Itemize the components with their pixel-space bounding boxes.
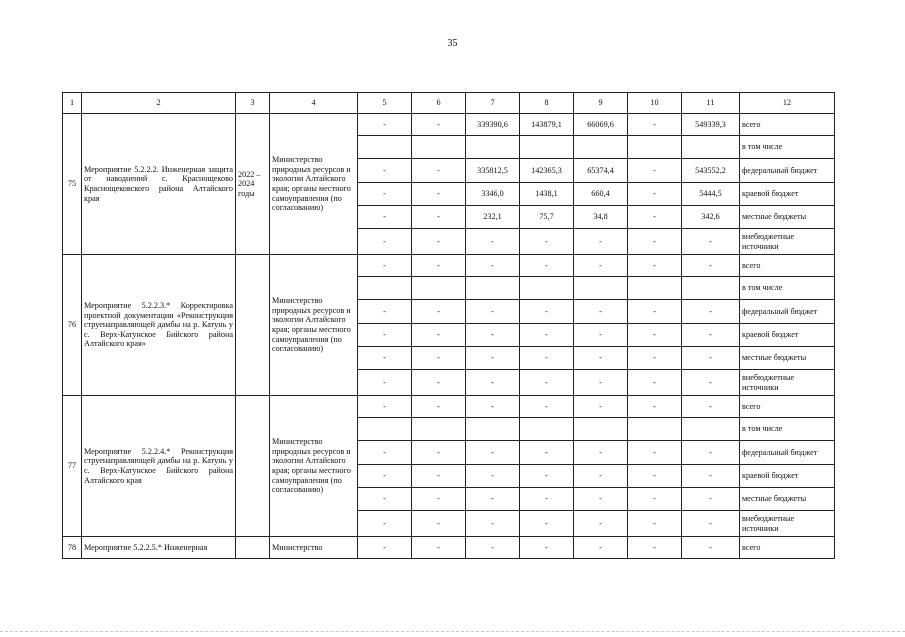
- measure-period: [236, 396, 270, 537]
- amount-cell: -: [682, 511, 740, 537]
- amount-cell: -: [628, 370, 682, 396]
- amount-cell: -: [412, 441, 466, 465]
- amount-cell: 232,1: [466, 206, 520, 229]
- amount-cell: [520, 277, 574, 300]
- page-bottom-edge: [0, 631, 905, 633]
- funding-source: всего: [740, 255, 835, 277]
- amount-cell: [412, 136, 466, 159]
- amount-cell: -: [466, 488, 520, 511]
- amount-cell: -: [682, 300, 740, 324]
- amount-cell: -: [412, 511, 466, 537]
- funding-source: местные бюджеты: [740, 347, 835, 370]
- measure-number: 78: [63, 537, 82, 559]
- measure-row: [63, 396, 835, 418]
- funding-source: краевой бюджет: [740, 465, 835, 488]
- funding-source: краевой бюджет: [740, 324, 835, 347]
- amount-cell: -: [682, 370, 740, 396]
- amount-cell: -: [412, 537, 466, 559]
- column-header: 3: [236, 93, 270, 114]
- amount-cell: -: [628, 229, 682, 255]
- amount-cell: -: [358, 511, 412, 537]
- amount-cell: [628, 418, 682, 441]
- amount-cell: -: [466, 537, 520, 559]
- amount-cell: 543552,2: [682, 159, 740, 183]
- amount-cell: -: [682, 465, 740, 488]
- amount-cell: -: [466, 370, 520, 396]
- amount-cell: 335812,5: [466, 159, 520, 183]
- amount-cell: -: [628, 347, 682, 370]
- amount-cell: [682, 277, 740, 300]
- column-header: 9: [574, 93, 628, 114]
- amount-cell: [682, 418, 740, 441]
- amount-cell: -: [412, 347, 466, 370]
- amount-cell: -: [520, 255, 574, 277]
- amount-cell: -: [358, 370, 412, 396]
- amount-cell: -: [628, 324, 682, 347]
- amount-cell: -: [412, 159, 466, 183]
- measure-description: Мероприятие 5.2.2.4.* Реконструкция струенаправляющей дамбы на р. Катунь у с. Верх-Катунское Бийского района Алтайского края: [82, 396, 236, 537]
- amount-cell: -: [412, 396, 466, 418]
- amount-cell: -: [628, 465, 682, 488]
- amount-cell: [628, 277, 682, 300]
- amount-cell: -: [466, 441, 520, 465]
- amount-cell: -: [412, 465, 466, 488]
- amount-cell: -: [358, 206, 412, 229]
- amount-cell: -: [358, 159, 412, 183]
- funding-source: в том числе: [740, 277, 835, 300]
- amount-cell: -: [574, 511, 628, 537]
- amount-cell: -: [466, 511, 520, 537]
- amount-cell: 143879,1: [520, 114, 574, 136]
- amount-cell: -: [520, 441, 574, 465]
- measure-period: [236, 537, 270, 559]
- header-row: [63, 93, 835, 114]
- amount-cell: -: [574, 465, 628, 488]
- amount-cell: [466, 418, 520, 441]
- amount-cell: 5444,5: [682, 183, 740, 206]
- amount-cell: -: [412, 183, 466, 206]
- amount-cell: -: [628, 441, 682, 465]
- amount-cell: -: [358, 537, 412, 559]
- column-header: 4: [270, 93, 358, 114]
- measure-description: Мероприятие 5.2.2.3.* Корректировка проектной документации «Реконструкция струенаправляющей дамбы на р. Катунь у с. Верх-Катунское Бийского района Алтайского края»: [82, 255, 236, 396]
- amount-cell: -: [628, 206, 682, 229]
- amount-cell: [574, 418, 628, 441]
- amount-cell: -: [412, 206, 466, 229]
- amount-cell: [358, 277, 412, 300]
- amount-cell: -: [520, 347, 574, 370]
- column-header: 7: [466, 93, 520, 114]
- amount-cell: -: [466, 255, 520, 277]
- measure-description: Мероприятие 5.2.2.2. Инженерная защита от наводнений с. Краснощеково Краснощековского района Алтайского края: [82, 114, 236, 255]
- column-header: 12: [740, 93, 835, 114]
- column-header: 10: [628, 93, 682, 114]
- funding-source: всего: [740, 114, 835, 136]
- column-header: 5: [358, 93, 412, 114]
- measure-number: 75: [63, 114, 82, 255]
- amount-cell: [682, 136, 740, 159]
- amount-cell: -: [574, 396, 628, 418]
- measure-period: 2022 – 2024 годы: [236, 114, 270, 255]
- amount-cell: -: [574, 229, 628, 255]
- column-header: 11: [682, 93, 740, 114]
- amount-cell: -: [466, 396, 520, 418]
- amount-cell: 66069,6: [574, 114, 628, 136]
- amount-cell: [466, 277, 520, 300]
- funding-source: в том числе: [740, 418, 835, 441]
- amount-cell: -: [682, 324, 740, 347]
- amount-cell: -: [520, 396, 574, 418]
- amount-cell: -: [628, 537, 682, 559]
- amount-cell: [628, 136, 682, 159]
- amount-cell: -: [412, 370, 466, 396]
- amount-cell: -: [466, 347, 520, 370]
- amount-cell: -: [574, 488, 628, 511]
- amount-cell: -: [520, 511, 574, 537]
- column-header: 6: [412, 93, 466, 114]
- amount-cell: -: [466, 229, 520, 255]
- amount-cell: -: [574, 537, 628, 559]
- funding-source: федеральный бюджет: [740, 441, 835, 465]
- amount-cell: -: [412, 300, 466, 324]
- funding-source: внебюджетные источники: [740, 511, 835, 537]
- amount-cell: [358, 136, 412, 159]
- amount-cell: -: [628, 114, 682, 136]
- measure-description: Мероприятие 5.2.2.5.* Инженерная: [82, 537, 236, 559]
- amount-cell: -: [358, 183, 412, 206]
- funding-source: всего: [740, 396, 835, 418]
- amount-cell: -: [520, 465, 574, 488]
- measure-number: 76: [63, 255, 82, 396]
- funding-source: краевой бюджет: [740, 183, 835, 206]
- amount-cell: 339390,6: [466, 114, 520, 136]
- amount-cell: [520, 418, 574, 441]
- amount-cell: -: [466, 300, 520, 324]
- column-header: 1: [63, 93, 82, 114]
- amount-cell: -: [412, 255, 466, 277]
- funding-source: внебюджетные источники: [740, 370, 835, 396]
- amount-cell: -: [520, 324, 574, 347]
- amount-cell: -: [466, 324, 520, 347]
- page-number: 35: [447, 38, 458, 49]
- amount-cell: -: [682, 229, 740, 255]
- amount-cell: -: [574, 324, 628, 347]
- amount-cell: -: [358, 488, 412, 511]
- funding-source: внебюджетные источники: [740, 229, 835, 255]
- amount-cell: 3346,0: [466, 183, 520, 206]
- amount-cell: [358, 418, 412, 441]
- column-header: 2: [82, 93, 236, 114]
- measure-executor: Министерство природных ресурсов и экологии Алтайского края; органы местного самоуправления (по согласованию): [270, 396, 358, 537]
- amount-cell: -: [520, 488, 574, 511]
- measure-row: [63, 114, 835, 136]
- amount-cell: -: [520, 300, 574, 324]
- measure-executor: Министерство природных ресурсов и экологии Алтайского края; органы местного самоуправления (по согласованию): [270, 114, 358, 255]
- measure-row: [63, 255, 835, 277]
- amount-cell: 34,8: [574, 206, 628, 229]
- amount-cell: -: [574, 255, 628, 277]
- amount-cell: -: [682, 441, 740, 465]
- amount-cell: -: [358, 255, 412, 277]
- amount-cell: -: [520, 370, 574, 396]
- amount-cell: -: [358, 347, 412, 370]
- funding-source: всего: [740, 537, 835, 559]
- amount-cell: -: [628, 511, 682, 537]
- measure-row: [63, 537, 835, 559]
- amount-cell: -: [574, 347, 628, 370]
- amount-cell: -: [466, 465, 520, 488]
- amount-cell: 142365,3: [520, 159, 574, 183]
- amount-cell: -: [358, 396, 412, 418]
- amount-cell: -: [682, 255, 740, 277]
- amount-cell: -: [412, 229, 466, 255]
- amount-cell: 549339,3: [682, 114, 740, 136]
- amount-cell: [412, 418, 466, 441]
- amount-cell: -: [628, 183, 682, 206]
- amount-cell: [520, 136, 574, 159]
- amount-cell: -: [358, 465, 412, 488]
- amount-cell: -: [682, 347, 740, 370]
- amount-cell: -: [682, 396, 740, 418]
- amount-cell: -: [520, 229, 574, 255]
- amount-cell: 342,6: [682, 206, 740, 229]
- amount-cell: [574, 277, 628, 300]
- amount-cell: 1438,1: [520, 183, 574, 206]
- amount-cell: -: [574, 370, 628, 396]
- funding-source: местные бюджеты: [740, 488, 835, 511]
- amount-cell: -: [520, 537, 574, 559]
- amount-cell: -: [358, 324, 412, 347]
- amount-cell: -: [574, 300, 628, 324]
- amount-cell: -: [574, 441, 628, 465]
- amount-cell: 660,4: [574, 183, 628, 206]
- amount-cell: -: [412, 488, 466, 511]
- amount-cell: -: [358, 300, 412, 324]
- amount-cell: -: [682, 537, 740, 559]
- amount-cell: -: [358, 441, 412, 465]
- measure-executor: Министерство природных ресурсов и экологии Алтайского края; органы местного самоуправления (по согласованию): [270, 255, 358, 396]
- funding-source: местные бюджеты: [740, 206, 835, 229]
- amount-cell: -: [682, 488, 740, 511]
- amount-cell: -: [628, 396, 682, 418]
- budget-table-body: [63, 114, 835, 559]
- amount-cell: -: [628, 159, 682, 183]
- measure-executor: Министерство: [270, 537, 358, 559]
- amount-cell: -: [358, 114, 412, 136]
- amount-cell: -: [412, 114, 466, 136]
- amount-cell: -: [412, 324, 466, 347]
- amount-cell: -: [358, 229, 412, 255]
- amount-cell: -: [628, 300, 682, 324]
- amount-cell: 65374,4: [574, 159, 628, 183]
- amount-cell: [574, 136, 628, 159]
- column-header: 8: [520, 93, 574, 114]
- amount-cell: [466, 136, 520, 159]
- funding-source: в том числе: [740, 136, 835, 159]
- budget-table: [62, 92, 835, 559]
- measure-period: [236, 255, 270, 396]
- amount-cell: [412, 277, 466, 300]
- amount-cell: -: [628, 255, 682, 277]
- amount-cell: -: [628, 488, 682, 511]
- funding-source: федеральный бюджет: [740, 300, 835, 324]
- amount-cell: 75,7: [520, 206, 574, 229]
- funding-source: федеральный бюджет: [740, 159, 835, 183]
- measure-number: 77: [63, 396, 82, 537]
